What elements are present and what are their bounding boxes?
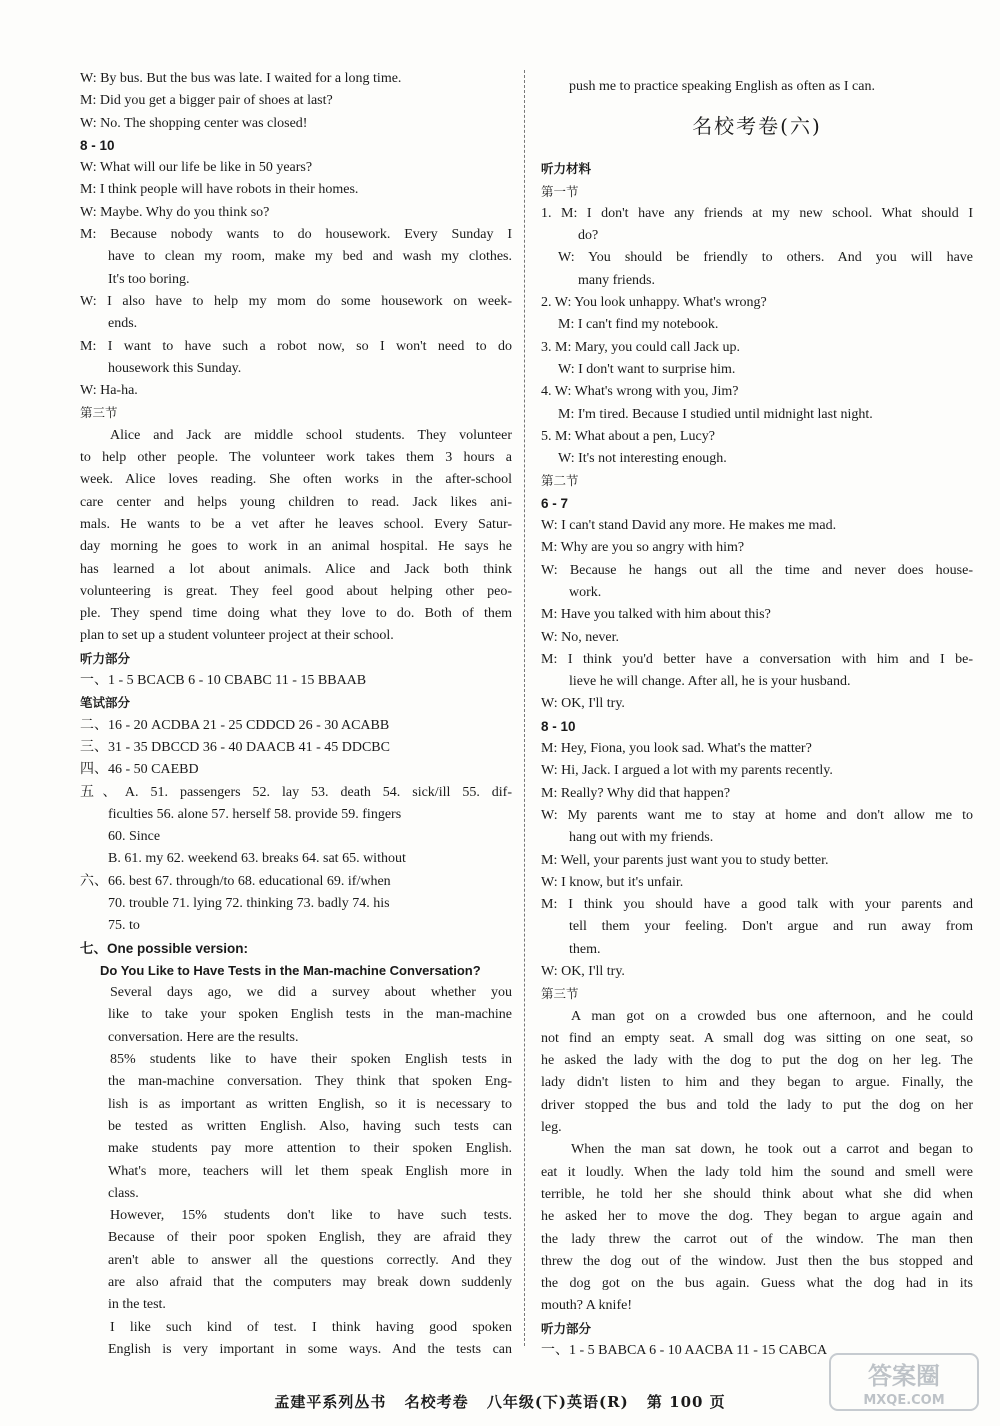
text-line: B. 61. my 62. weekend 63. breaks 64. sat 65. without bbox=[108, 851, 406, 867]
text-line: W: OK, I'll try. bbox=[541, 963, 625, 979]
text-line: class. bbox=[108, 1185, 139, 1201]
footer-book: 名校考卷 bbox=[404, 1393, 469, 1411]
text-line: 听力部分 bbox=[80, 650, 131, 666]
text-line: Alice and Jack are middle school students. They volunteer bbox=[110, 427, 512, 443]
text-line: What's more, teachers will let them speak English more in bbox=[108, 1163, 512, 1179]
text-line: 一、1 - 5 BCACB 6 - 10 CBABC 11 - 15 BBAAB bbox=[80, 673, 367, 689]
text-line: 第三节 bbox=[541, 986, 579, 1002]
text-line: driver stopped the bus and told the lady to put the dog on her bbox=[541, 1097, 973, 1113]
text-line: 听力部分 bbox=[541, 1320, 592, 1336]
text-line: 第二节 bbox=[541, 473, 579, 489]
text-line: many friends. bbox=[578, 272, 655, 288]
text-line: 70. trouble 71. lying 72. thinking 73. badly 74. his bbox=[108, 895, 390, 911]
text-line: threw the dog out of the window. Just then the bus stopped and bbox=[541, 1253, 973, 1269]
text-line: housework this Sunday. bbox=[108, 360, 242, 376]
text-line: W: It's not interesting enough. bbox=[558, 451, 727, 467]
text-line: 60. Since bbox=[108, 829, 161, 845]
column-divider bbox=[524, 70, 525, 1346]
text-line: M: I think you should have a good talk with your parents and bbox=[541, 897, 973, 913]
text-line: 三、31 - 35 DBCCD 36 - 40 DAACB 41 - 45 DDCBC bbox=[80, 739, 390, 755]
text-line: 二、16 - 20 ACDBA 21 - 25 CDDCD 26 - 30 ACABB bbox=[80, 717, 390, 733]
text-line: aren't able to answer all the questions correctly. And they bbox=[108, 1252, 512, 1268]
text-line: hang out with my friends. bbox=[569, 830, 714, 846]
text-line: M: Because nobody wants to do housework. Every Sunday I bbox=[80, 227, 512, 243]
text-line: do? bbox=[578, 228, 599, 244]
text-line: has learned a lot about animals. Alice and Jack both think bbox=[80, 561, 512, 577]
text-line: W: No, never. bbox=[541, 629, 620, 645]
text-line: eat it loudly. When the lady told him the sound and smell were bbox=[541, 1164, 973, 1180]
text-line: W: I can't stand David any more. He makes me mad. bbox=[541, 518, 837, 534]
watermark-text: 答案圈 bbox=[868, 1362, 940, 1390]
text-line: work. bbox=[569, 584, 602, 600]
text-line: conversation. Here are the results. bbox=[108, 1029, 299, 1045]
text-line: 一、1 - 5 BABCA 6 - 10 AACBA 11 - 15 CABCA bbox=[541, 1343, 828, 1359]
text-line: M: Did you get a bigger pair of shoes at last? bbox=[80, 93, 333, 109]
left-column bbox=[80, 68, 512, 1361]
text-line: he asked her to move the dog. They began to argue again and bbox=[541, 1209, 973, 1225]
text-line: day morning he goes to work in an animal hospital. He says he bbox=[80, 539, 512, 555]
right-column bbox=[541, 76, 973, 1362]
text-line: the dog got on the bus again. Guess what the dog had in its bbox=[541, 1276, 973, 1292]
text-line: A man got on a crowded bus one afternoon, and he could bbox=[571, 1008, 973, 1024]
text-line: be tested as written English. Also, having such tests can bbox=[108, 1118, 512, 1134]
text-line: However, 15% students don't like to have such tests. bbox=[110, 1208, 512, 1224]
text-line: 6 - 7 bbox=[541, 495, 569, 511]
text-line: 六、66. best 67. through/to 68. educational 69. if/when bbox=[80, 873, 391, 889]
text-line: he asked the lady with the dog to put the dog on her leg. The bbox=[541, 1053, 973, 1069]
text-line: 第一节 bbox=[541, 183, 579, 199]
watermark-url: MXQE.COM bbox=[863, 1393, 945, 1408]
text-line: 1. M: I don't have any friends at my new school. What should I bbox=[541, 205, 973, 221]
footer-series: 孟建平系列丛书 bbox=[274, 1393, 387, 1411]
text-line: terrible, he told her she should think about what she did when bbox=[541, 1186, 973, 1202]
text-line: 四、46 - 50 CAEBD bbox=[80, 762, 199, 778]
text-line: week. Alice loves reading. She often works in the after-school bbox=[80, 472, 512, 488]
text-line: ends. bbox=[108, 316, 138, 332]
text-line: them. bbox=[569, 941, 601, 957]
text-line: M: Really? Why did that happen? bbox=[541, 785, 731, 801]
text-line: 8 - 10 bbox=[80, 137, 115, 153]
text-line: lish is as important as written English, so it is necessary to bbox=[108, 1096, 512, 1112]
watermark-logo bbox=[828, 1352, 980, 1412]
right-column-body bbox=[541, 158, 973, 1362]
text-line: Several days ago, we did a survey about whether you bbox=[110, 985, 512, 1001]
text-line: in the test. bbox=[108, 1297, 166, 1313]
text-line: English is very important in some ways. And the tests can bbox=[108, 1341, 512, 1357]
text-line: 听力材料 bbox=[541, 161, 592, 177]
text-line: 85% students like to have their spoken English tests in bbox=[110, 1052, 512, 1068]
text-line: M: Well, your parents just want you to study better. bbox=[541, 852, 829, 868]
text-line: mals. He wants to be a vet after he leaves school. Every Satur- bbox=[80, 516, 512, 532]
text-line: M: Why are you so angry with him? bbox=[541, 540, 745, 556]
text-line: Because of their poor spoken English, they are afraid they bbox=[108, 1230, 512, 1246]
text-line: 3. M: Mary, you could call Jack up. bbox=[541, 339, 740, 355]
text-line: W: By bus. But the bus was late. I waited for a long time. bbox=[80, 71, 402, 86]
text-line: like to take your spoken English tests in the man-machine bbox=[108, 1007, 512, 1023]
text-line: Do You Like to Have Tests in the Man-machine Conversation? bbox=[100, 962, 481, 978]
text-line: M: I think you'd better have a conversation with him and I be- bbox=[541, 651, 973, 667]
text-line: M: I think people will have robots in their homes. bbox=[80, 182, 359, 198]
text-line: W: What will our life be like in 50 years? bbox=[80, 160, 313, 176]
text-line: not find an empty seat. A small dog was sitting on one seat, so bbox=[541, 1030, 973, 1046]
right-column-continuation bbox=[541, 76, 973, 98]
text-line: are also afraid that the computers may break down suddenly bbox=[108, 1275, 512, 1291]
text-line: leg. bbox=[541, 1120, 562, 1136]
text-line: M: Hey, Fiona, you look sad. What's the matter? bbox=[541, 741, 812, 757]
text-line: 5. M: What about a pen, Lucy? bbox=[541, 428, 715, 444]
text-line: W: Because he hangs out all the time and never does house- bbox=[541, 562, 973, 578]
text-line: 五、A. 51. passengers 52. lay 53. death 54. sick/ill 55. dif- bbox=[80, 784, 512, 800]
text-line: W: Maybe. Why do you think so? bbox=[80, 204, 270, 220]
text-line: W: OK, I'll try. bbox=[541, 696, 625, 712]
text-line: M: Have you talked with him about this? bbox=[541, 607, 771, 623]
text-line: 第三节 bbox=[80, 405, 118, 421]
text-line: 笔试部分 bbox=[80, 695, 131, 711]
text-line: When the man sat down, he took out a carrot and began to bbox=[571, 1142, 973, 1158]
text-line: It's too boring. bbox=[108, 271, 190, 287]
text-line: M: I'm tired. Because I studied until midnight last night. bbox=[558, 406, 873, 422]
text-line: 4. W: What's wrong with you, Jim? bbox=[541, 384, 739, 400]
text-line: push me to practice speaking English as often as I can. bbox=[569, 79, 875, 94]
text-line: ple. They spend time doing what they love to do. Both of them bbox=[80, 606, 512, 622]
text-line: the lady threw the carrot out of the window. The man then bbox=[541, 1231, 973, 1247]
text-line: care center and helps young children to read. Jack likes ani- bbox=[80, 494, 512, 510]
text-line: W: Ha-ha. bbox=[80, 383, 138, 399]
text-line: tell them your feeling. Don't argue and run away from bbox=[569, 919, 973, 935]
text-line: plan to set up a student volunteer project at their school. bbox=[80, 628, 394, 644]
text-line: W: Hi, Jack. I argued a lot with my parents recently. bbox=[541, 763, 833, 779]
text-line: volunteering is great. They feel good about helping other peo- bbox=[80, 583, 512, 599]
text-line: W: No. The shopping center was closed! bbox=[80, 115, 308, 131]
footer-grade: 八年级(下)英语(R) bbox=[486, 1393, 629, 1411]
text-line: ficulties 56. alone 57. herself 58. provide 59. fingers bbox=[108, 806, 402, 822]
text-line: to help other people. The volunteer work takes them 3 hours a bbox=[80, 450, 512, 466]
text-line: lieve he will change. After all, he is your husband. bbox=[569, 674, 851, 690]
text-line: M: I can't find my notebook. bbox=[558, 317, 719, 333]
text-line: the man-machine conversation. They think that spoken Eng- bbox=[108, 1074, 512, 1090]
text-line: lady didn't listen to him and they began to argue. Finally, the bbox=[541, 1075, 973, 1091]
section-title: 名校考卷(六) bbox=[692, 114, 822, 139]
text-line: W: I know, but it's unfair. bbox=[541, 874, 684, 890]
text-line: 2. W: You look unhappy. What's wrong? bbox=[541, 295, 767, 311]
text-line: make students pay more attention to their spoken English. bbox=[108, 1141, 512, 1157]
text-line: I like such kind of test. I think having good spoken bbox=[110, 1319, 512, 1335]
text-line: mouth? A knife! bbox=[541, 1298, 632, 1314]
text-line: W: I don't want to surprise him. bbox=[558, 361, 736, 377]
footer-page-number: 第 100 页 bbox=[646, 1393, 726, 1411]
text-line: 75. to bbox=[108, 918, 140, 934]
text-line: W: I also have to help my mom do some housework on week- bbox=[80, 293, 512, 309]
text-line: M: I want to have such a robot now, so I won't need to do bbox=[80, 338, 512, 354]
text-line: have to clean my room, make my bed and wash my clothes. bbox=[108, 249, 512, 265]
text-line: W: You should be friendly to others. And you will have bbox=[558, 250, 973, 266]
text-line: W: My parents want me to stay at home and don't allow me to bbox=[541, 807, 973, 823]
text-line: 8 - 10 bbox=[541, 718, 576, 734]
text-line: 七、One possible version: bbox=[80, 940, 249, 956]
